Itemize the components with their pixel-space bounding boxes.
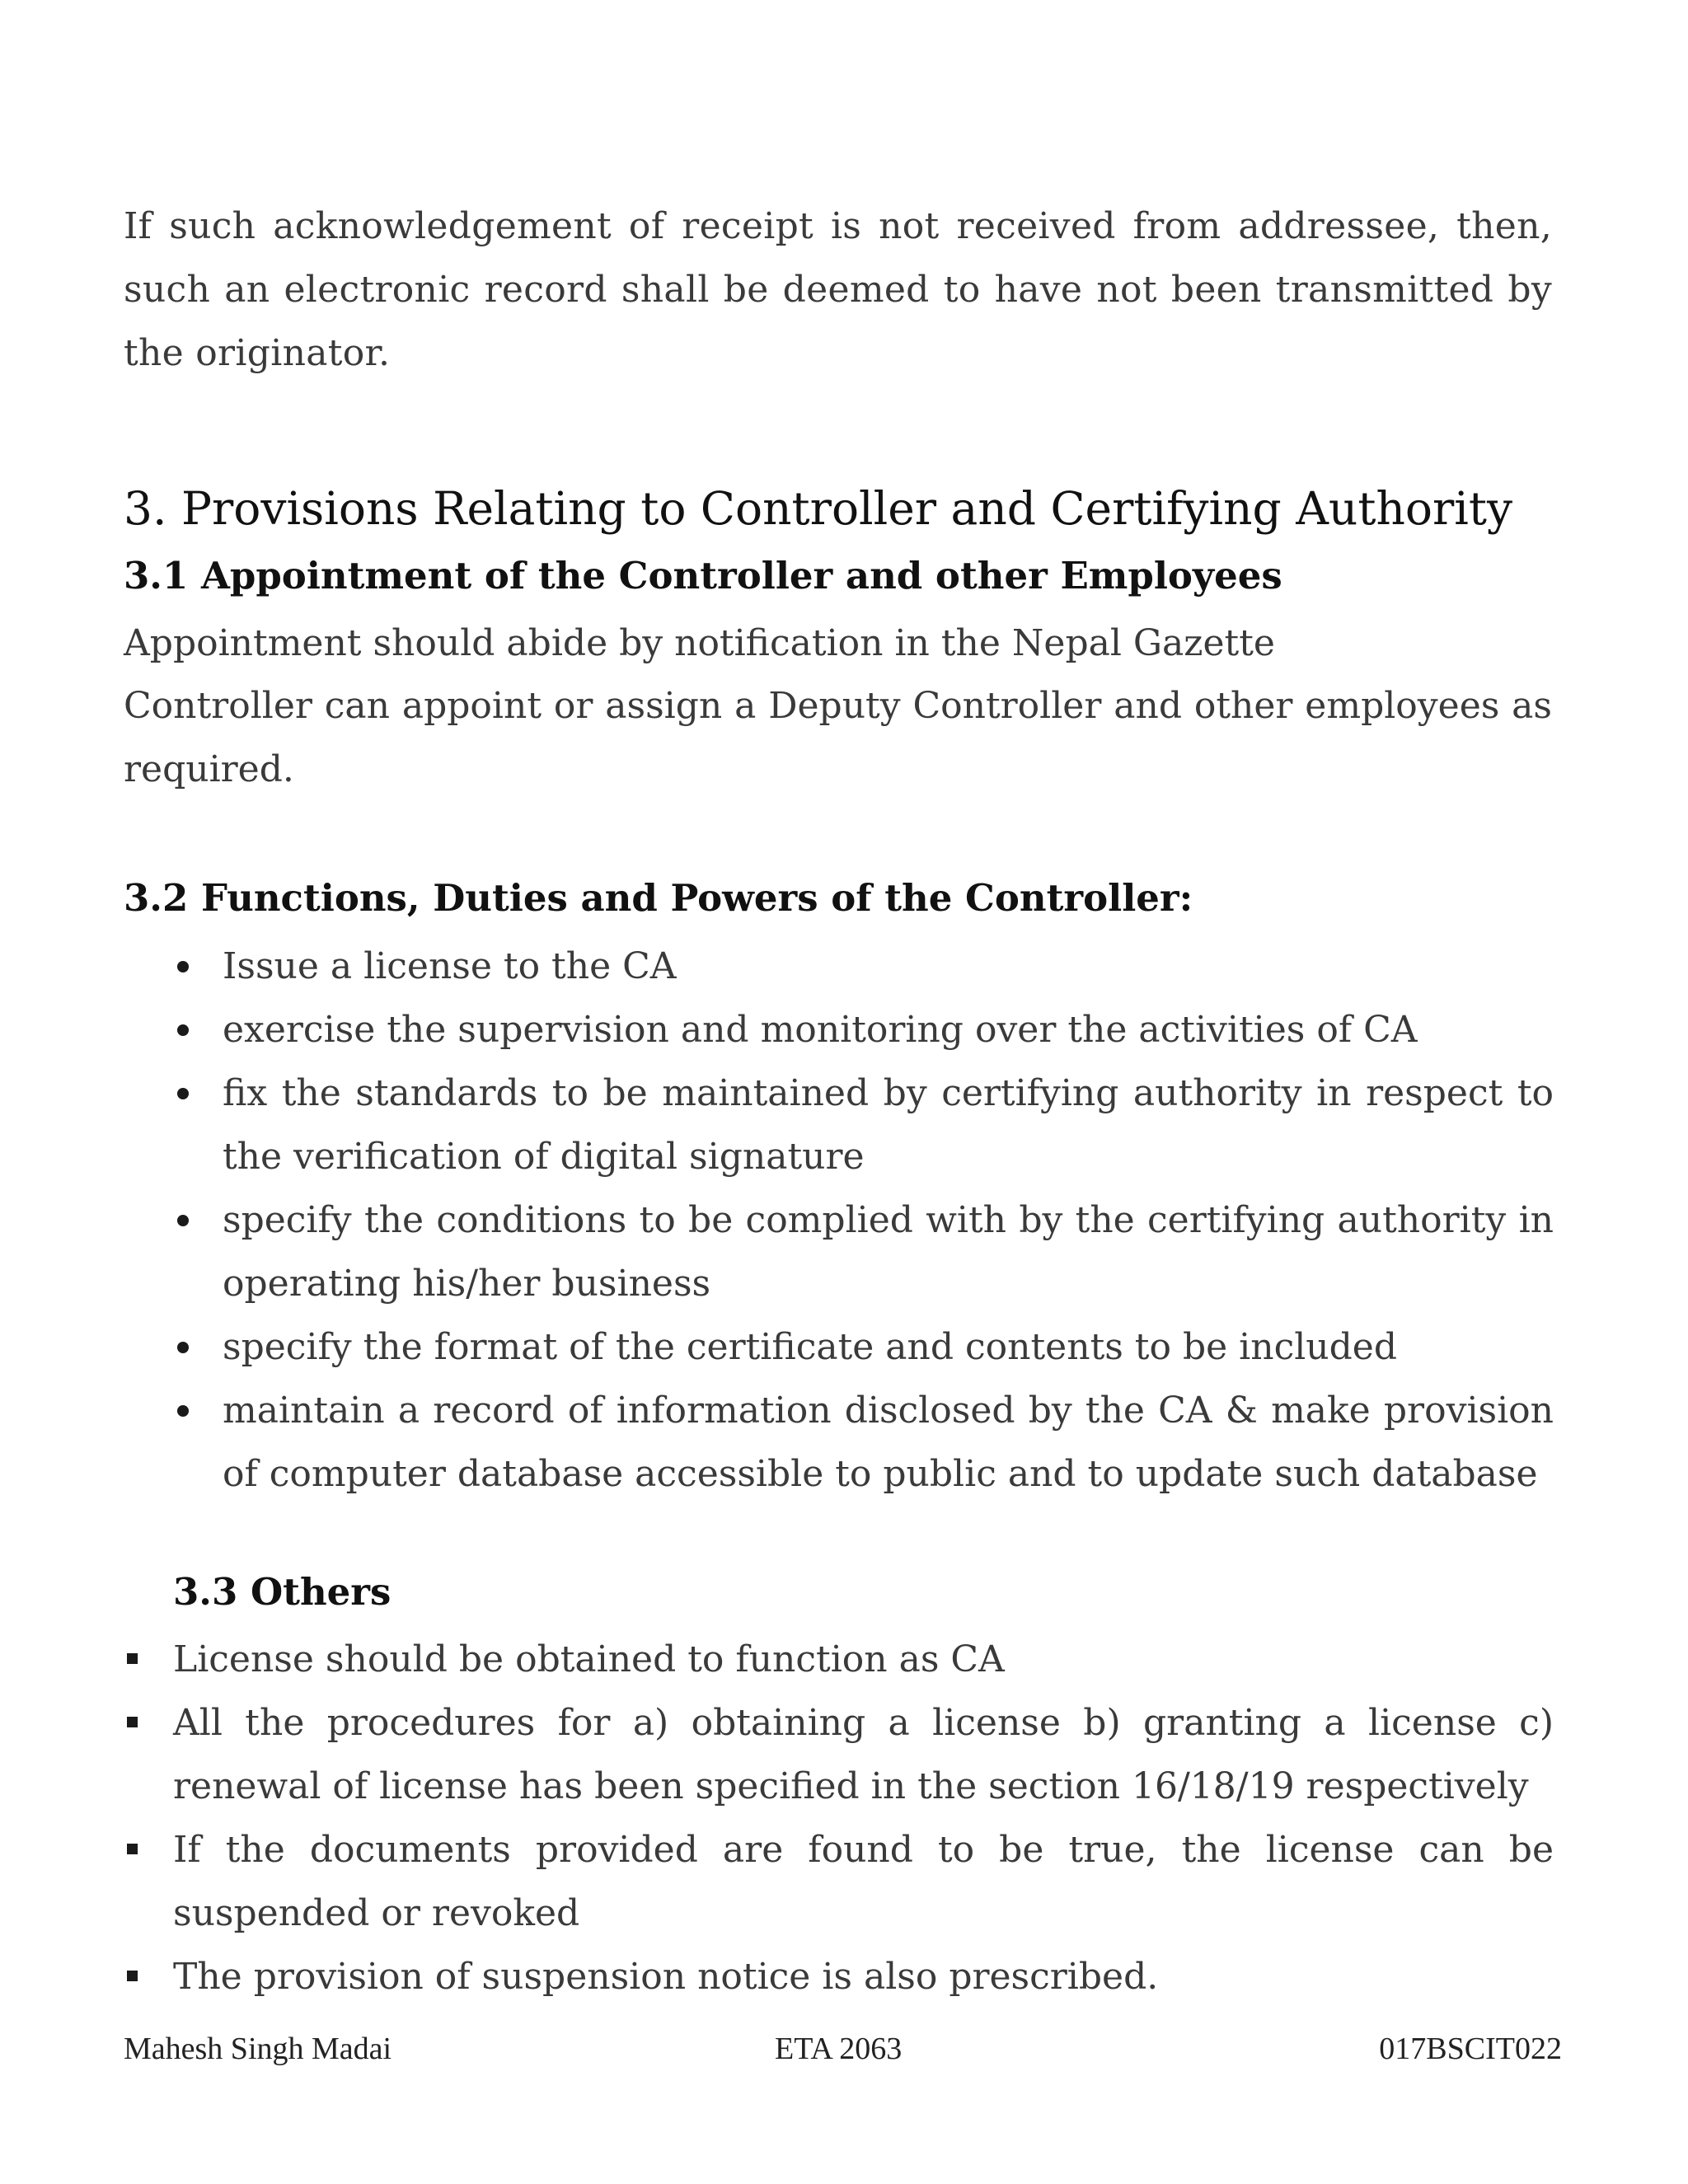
bullet-icon	[177, 1342, 189, 1353]
square-bullet-icon	[127, 1971, 138, 1981]
footer-title: ETA 2063	[775, 2032, 903, 2066]
section-3-1-line-1: Appointment should abide by notification in the Nepal Gazette	[124, 622, 1275, 664]
list-item-text: maintain a record of information disclosed by the CA & make provision of computer database accessible to public and to update such database	[223, 1390, 1554, 1495]
list-item-text: specify the conditions to be complied with by the certifying authority in operating his/her business	[223, 1199, 1554, 1305]
list-item	[124, 1188, 1554, 1315]
bullet-icon	[177, 1215, 189, 1226]
section-3-3-heading: 3.3 Others	[173, 1570, 392, 1614]
bullet-icon	[177, 1024, 189, 1036]
section-3-2-heading: 3.2 Functions, Duties and Powers of the Controller:	[124, 876, 1193, 920]
list-item	[124, 1691, 1554, 1818]
section-3-2-list	[124, 935, 1554, 1506]
footer-id: 017BSCIT022	[1379, 2032, 1562, 2066]
list-item	[124, 1818, 1554, 1945]
list-item	[124, 1628, 1554, 1691]
footer-author: Mahesh Singh Madai	[124, 2032, 392, 2066]
list-item	[124, 1379, 1554, 1506]
square-bullet-icon	[127, 1844, 138, 1854]
square-bullet-icon	[127, 1653, 138, 1664]
list-item-text: specify the format of the certificate and contents to be included	[223, 1326, 1397, 1368]
list-item-text: Issue a license to the CA	[223, 945, 677, 987]
list-item-text: If the documents provided are found to be true, the license can be suspended or revoked	[173, 1829, 1554, 1934]
list-item-text: The provision of suspension notice is also prescribed.	[173, 1956, 1159, 1998]
list-item	[124, 1315, 1554, 1379]
section-3-heading: 3. Provisions Relating to Controller and Certifying Authority	[124, 482, 1513, 535]
section-3-1-heading: 3.1 Appointment of the Controller and other Employees	[124, 554, 1282, 598]
bullet-icon	[177, 1088, 189, 1099]
square-bullet-icon	[127, 1717, 138, 1727]
list-item-text: License should be obtained to function as CA	[173, 1638, 1005, 1680]
list-item	[124, 998, 1554, 1062]
list-item-text: exercise the supervision and monitoring over the activities of CA	[223, 1009, 1418, 1051]
list-item	[124, 1062, 1554, 1188]
section-3-1-line-2: Controller can appoint or assign a Deputy Controller and other employees as required.	[124, 685, 1552, 790]
bullet-icon	[177, 961, 189, 972]
list-item	[124, 935, 1554, 998]
section-3-3-list	[124, 1628, 1554, 2008]
intro-paragraph: If such acknowledgement of receipt is not received from addressee, then, such an electronic record shall be deemed to have not been transmitted by the originator.	[124, 205, 1552, 374]
bullet-icon	[177, 1405, 189, 1417]
list-item-text: All the procedures for a) obtaining a license b) granting a license c) renewal of license has been specified in the section 16/18/19 respectively	[173, 1702, 1554, 1807]
list-item-text: fix the standards to be maintained by certifying authority in respect to the verification of digital signature	[223, 1072, 1554, 1178]
list-item	[124, 1945, 1554, 2008]
